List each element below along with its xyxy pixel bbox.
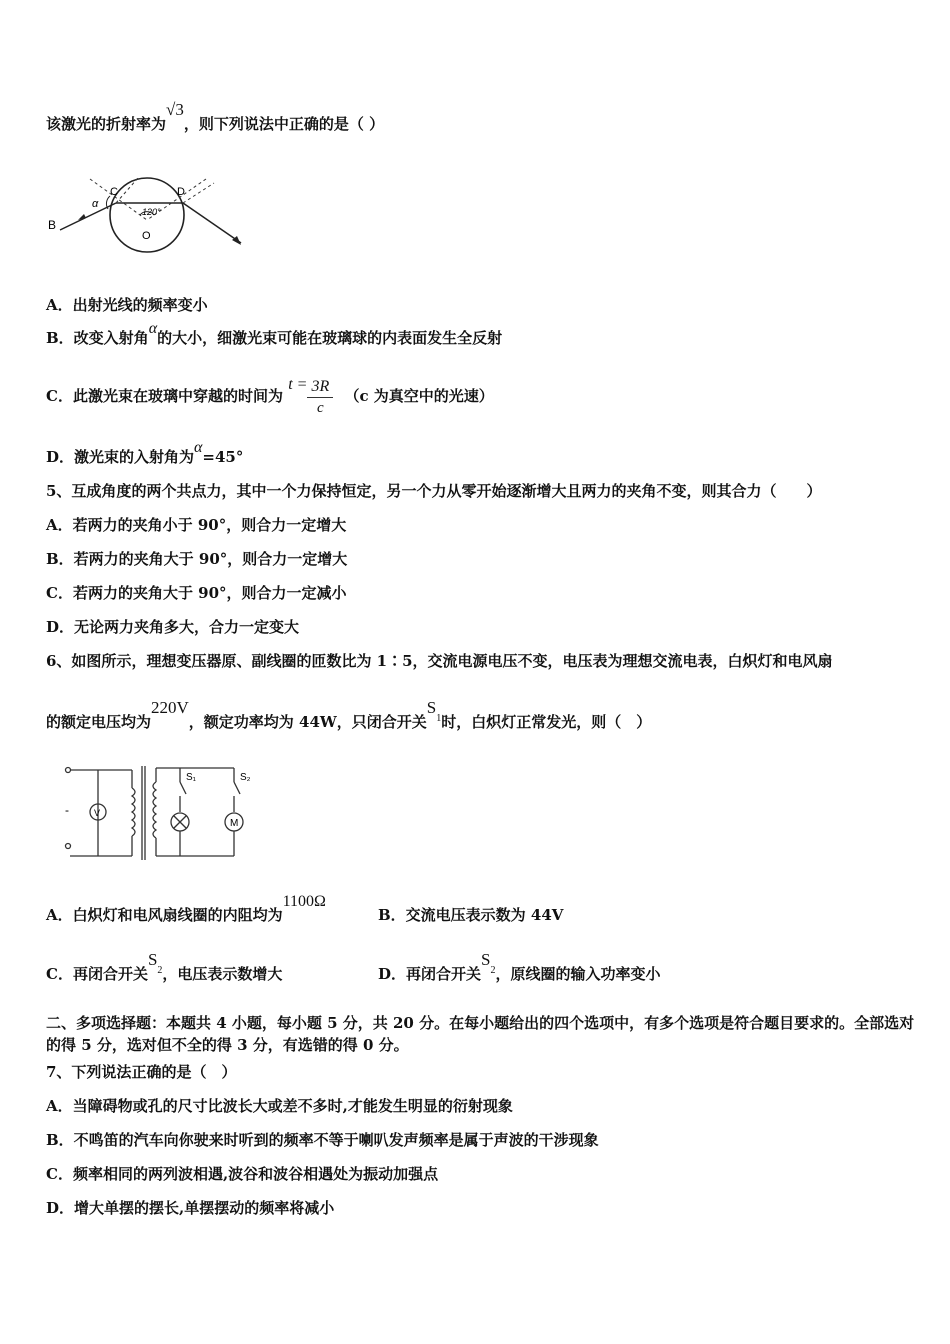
q6-option-b: B．交流电压表示数为 44V <box>378 906 564 924</box>
exit-ray <box>183 203 241 243</box>
q4-b-suffix: 的大小，细激光束可能在玻璃球的内表面发生全反射 <box>157 329 503 347</box>
q5-option-c: C．若两力的夹角大于 90°，则合力一定减小 <box>46 584 347 602</box>
q7-option-b: B．不鸣笛的汽车向你驶来时听到的频率不等于喇叭发声频率是属于声波的干涉现象 <box>46 1131 599 1149</box>
q6-c-prefix: C．再闭合开关 <box>46 965 148 983</box>
label-s1: S₁ <box>186 772 197 783</box>
q7-option-c: C．频率相同的两列波相遇,波谷和波谷相遇处为振动加强点 <box>46 1165 439 1183</box>
q4-option-a: A．出射光线的频率变小 <box>46 296 208 314</box>
incident-ray <box>60 203 116 230</box>
q5-option-a: A．若两力的夹角小于 90°，则合力一定增大 <box>46 516 347 534</box>
q4-c-denominator: c <box>316 399 324 416</box>
label-o: O <box>142 230 151 242</box>
q5-option-b: B．若两力的夹角大于 90°，则合力一定增大 <box>46 550 348 568</box>
label-d: D <box>177 186 185 198</box>
q6-stem-line1: 6、如图所示，理想变压器原、副线圈的匝数比为 1∶5，交流电源电压不变，电压表为理想交流电表，白炽灯和电风扇 <box>46 652 833 670</box>
q4-d-prefix: D．激光束的入射角为 <box>46 448 195 466</box>
q4-stem-sqrt3: √3 <box>166 100 184 119</box>
label-m: M <box>230 818 239 829</box>
terminal-top <box>66 768 71 773</box>
q6-option-a <box>46 893 326 926</box>
switch-s2 <box>234 782 240 794</box>
q4-option-b <box>46 320 503 349</box>
q4-b-prefix: B．改变入射角 <box>46 329 149 347</box>
q6-c-s: S <box>147 950 158 969</box>
q6-d-sub: 2 <box>490 965 496 976</box>
q6-stem2-s1-sub: 1 <box>436 713 442 724</box>
q4-stem-prefix: 该激光的折射率为 <box>46 115 167 133</box>
normal-c <box>90 179 147 220</box>
q4-option-c <box>46 368 494 425</box>
label-angle: 120° <box>142 207 161 217</box>
q4-d-suffix: =45° <box>202 448 244 466</box>
q6-stem2-s1: S <box>426 698 437 717</box>
q4-d-alpha: α <box>194 439 203 456</box>
q6-c-suffix: ，电压表示数增大 <box>162 965 283 983</box>
q6-d-prefix: D．再闭合开关 <box>378 965 482 983</box>
q4-c-t: t = <box>288 376 308 393</box>
q5-option-d: D．无论两力夹角多大，合力一定变大 <box>46 618 300 636</box>
q6-option-c <box>46 950 283 987</box>
label-alpha: α <box>92 198 99 210</box>
q4-option-d <box>46 439 244 468</box>
q4-b-alpha: α <box>148 320 158 337</box>
label-minus: - <box>65 803 69 817</box>
q4-stem <box>46 100 385 134</box>
primary-coil <box>132 788 135 836</box>
q6-a-prefix: A．白炽灯和电风扇线圈的内阻均为 <box>46 906 283 924</box>
glass-sphere-figure <box>46 165 246 270</box>
label-v: V <box>94 808 101 818</box>
ext-right <box>183 183 214 203</box>
section-2-heading: 二、多项选择题：本题共 4 小题，每小题 5 分，共 20 分。在每小题给出的四个选项中，有多个选项是符合题目要求的。全部选对的得 5 分，选对但不全的得 3 分，有选错的得 0 分。 <box>46 1014 915 1054</box>
label-c: C <box>110 186 118 198</box>
q4-stem-suffix: ，则下列说法中正确的是（ ） <box>183 115 385 133</box>
q6-stem-line2 <box>46 698 652 735</box>
q7-stem: 7、下列说法正确的是（ ） <box>46 1063 237 1081</box>
q4-c-numerator: 3R <box>307 377 333 398</box>
q4-c-fraction <box>307 377 333 418</box>
q6-option-d <box>378 950 661 987</box>
label-s2: S₂ <box>240 772 251 783</box>
transformer-circuit-figure <box>56 760 256 865</box>
q4-c-suffix: （c 为真空中的光速） <box>344 387 494 405</box>
q6-d-suffix: ，原线圈的输入功率变小 <box>495 965 661 983</box>
label-b: B <box>48 218 57 232</box>
q6-stem2-mid: ，额定功率均为 44W，只闭合开关 <box>188 713 427 731</box>
q7-option-a: A．当障碍物或孔的尺寸比波长大或差不多时,才能发生明显的衍射现象 <box>46 1097 513 1115</box>
q6-a-value: 1100Ω <box>282 893 326 910</box>
q4-c-prefix: C．此激光束在玻璃中穿越的时间为 <box>46 387 283 405</box>
q6-d-s: S <box>481 950 491 969</box>
q5-stem: 5、互成角度的两个共点力，其中一个力保持恒定，另一个力从零开始逐渐增大且两力的夹角不变，则其合力（ ） <box>46 482 822 500</box>
q6-c-sub: 2 <box>157 965 163 976</box>
q6-stem2-voltage: 220V <box>151 698 189 717</box>
q6-stem2-prefix: 的额定电压均为 <box>46 713 152 731</box>
q7-option-d: D．增大单摆的摆长,单摆摆动的频率将减小 <box>46 1199 335 1217</box>
q6-stem2-suffix: 时，白炽灯正常发光，则（ ） <box>441 713 652 731</box>
secondary-coil <box>153 782 156 838</box>
switch-s1 <box>180 782 186 794</box>
terminal-bottom <box>66 844 71 849</box>
